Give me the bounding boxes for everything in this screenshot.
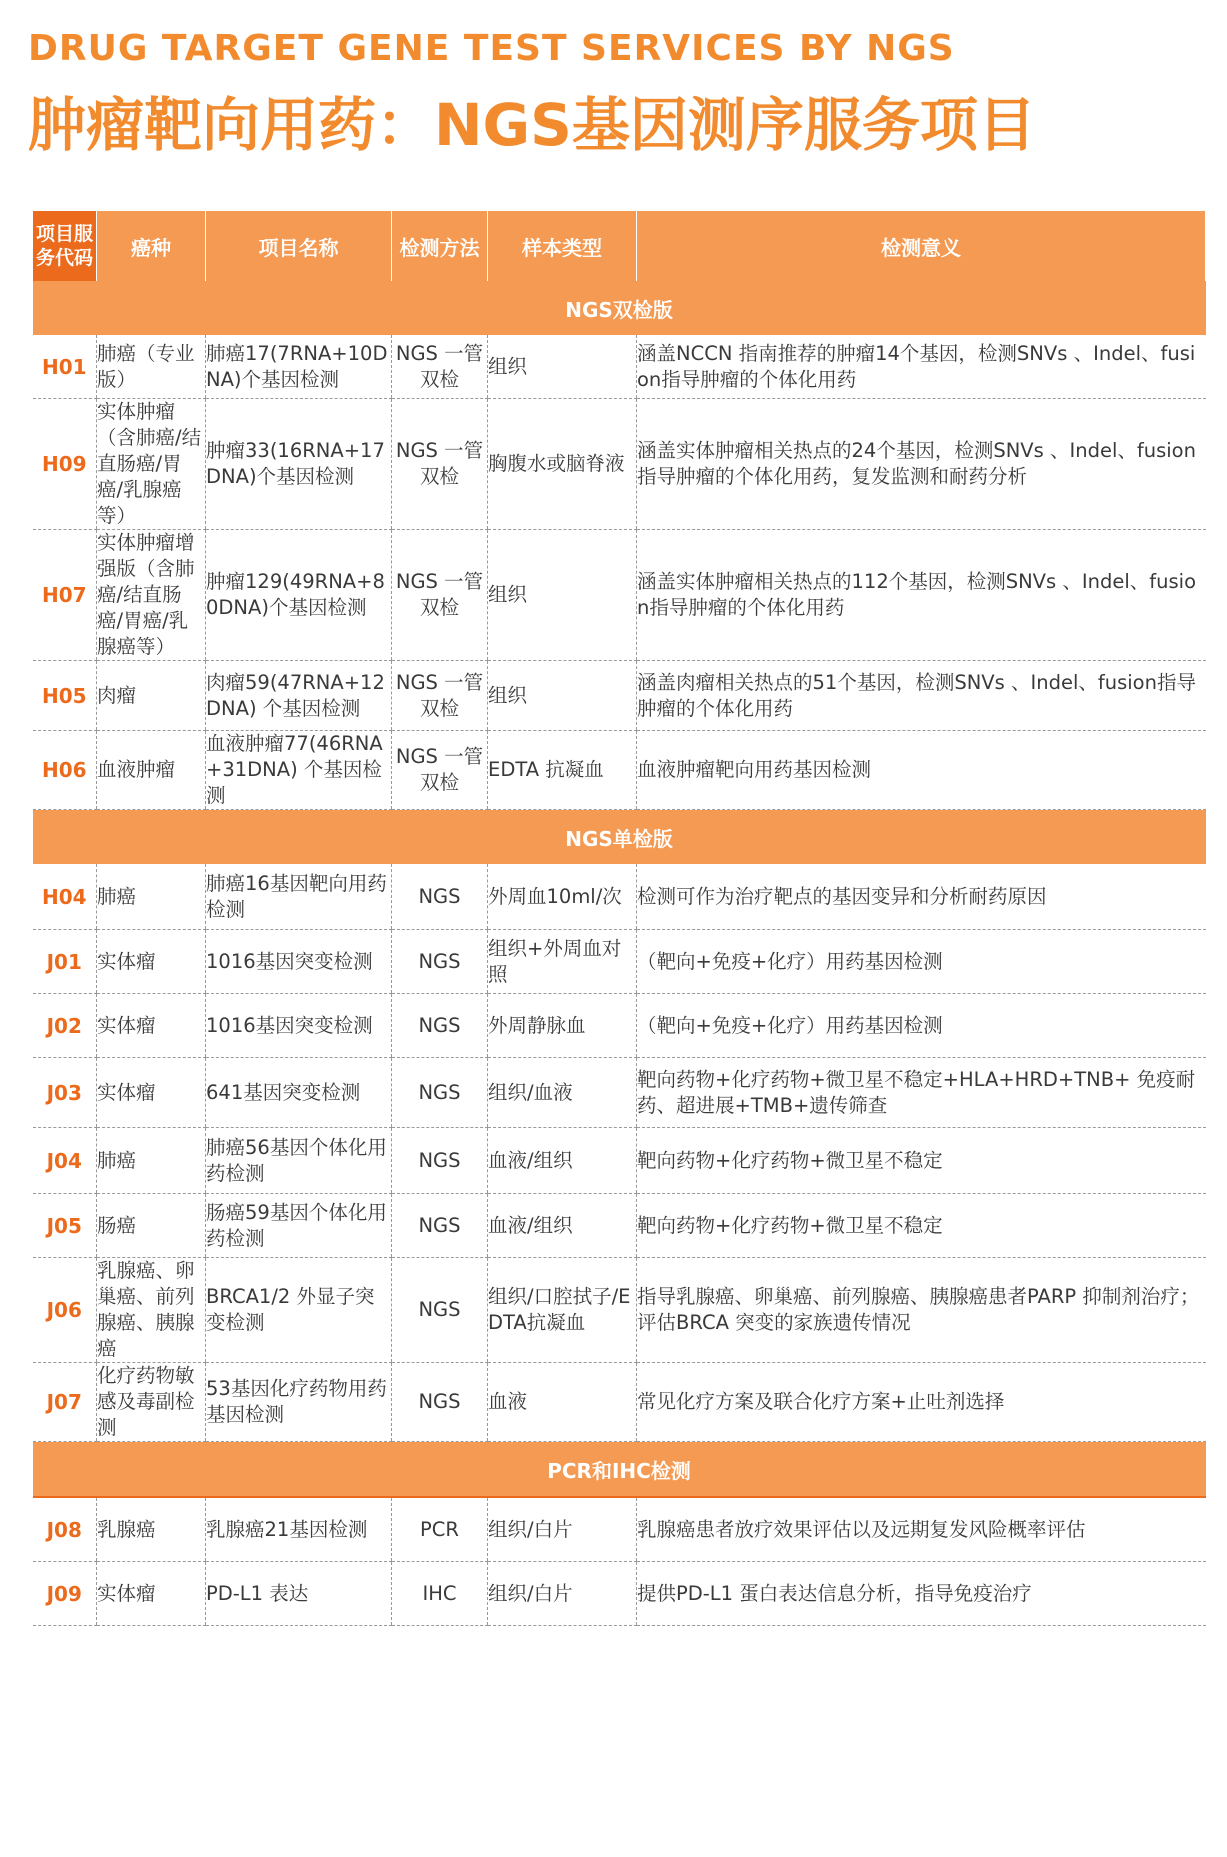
table-row [33,1497,1206,1562]
cell-cancer: 化疗药物敏感及毒副检测 [97,1363,206,1442]
cell-name: 乳腺癌21基因检测 [206,1497,392,1562]
table-row [33,661,1206,731]
cell-cancer: 实体瘤 [97,930,206,994]
cell-meaning: 涵盖NCCN 指南推荐的肿瘤14个基因，检测SNVs 、Indel、fusion指导肿瘤的个体化用药 [637,335,1206,399]
cell-method: NGS 一管双检 [392,661,488,731]
cell-sample: 组织/白片 [488,1562,637,1626]
cell-method: NGS 一管双检 [392,335,488,399]
cell-sample: 组织 [488,335,637,399]
cell-code: J04 [33,1128,97,1194]
cell-name: 肺癌56基因个体化用药检测 [206,1128,392,1194]
cell-name: 53基因化疗药物用药基因检测 [206,1363,392,1442]
cell-code: J02 [33,994,97,1058]
cell-cancer: 实体瘤 [97,994,206,1058]
table-row [33,1128,1206,1194]
cell-cancer: 肺癌 [97,864,206,930]
column-header-cancer: 癌种 [97,211,206,281]
table-row [33,1562,1206,1626]
table-row [33,1058,1206,1128]
cell-sample: 组织/口腔拭子/EDTA抗凝血 [488,1258,637,1363]
cell-meaning: 涵盖肉瘤相关热点的51个基因，检测SNVs 、Indel、fusion指导肿瘤的个体化用药 [637,661,1206,731]
cell-code: J08 [33,1497,97,1562]
cell-cancer: 血液肿瘤 [97,731,206,810]
cell-name: 肺癌16基因靶向用药检测 [206,864,392,930]
cell-meaning: （靶向+免疫+化疗）用药基因检测 [637,994,1206,1058]
cell-cancer: 乳腺癌 [97,1497,206,1562]
cell-code: J03 [33,1058,97,1128]
cell-method: NGS [392,1194,488,1258]
cell-cancer: 肺癌 [97,1128,206,1194]
cell-meaning: 检测可作为治疗靶点的基因变异和分析耐药原因 [637,864,1206,930]
cell-meaning: 靶向药物+化疗药物+微卫星不稳定 [637,1128,1206,1194]
cell-method: NGS 一管双检 [392,399,488,530]
table-row [33,994,1206,1058]
table-row [33,1258,1206,1363]
cell-method: NGS [392,864,488,930]
section-band [33,810,1206,865]
cell-name: 1016基因突变检测 [206,994,392,1058]
cell-name: 641基因突变检测 [206,1058,392,1128]
cell-method: NGS 一管双检 [392,530,488,661]
page-title-en: DRUG TARGET GENE TEST SERVICES BY NGS [28,28,955,69]
table-row [33,1363,1206,1442]
cell-code: H07 [33,530,97,661]
column-header-name: 项目名称 [206,211,392,281]
cell-method: PCR [392,1497,488,1562]
section-title: PCR和IHC检测 [33,1442,1206,1498]
cell-meaning: 涵盖实体肿瘤相关热点的24个基因，检测SNVs 、Indel、fusion指导肿瘤的个体化用药，复发监测和耐药分析 [637,399,1206,530]
cell-name: BRCA1/2 外显子突变检测 [206,1258,392,1363]
cell-sample: 组织+外周血对照 [488,930,637,994]
cell-name: 肿瘤129(49RNA+80DNA)个基因检测 [206,530,392,661]
cell-code: H04 [33,864,97,930]
cell-meaning: 靶向药物+化疗药物+微卫星不稳定+HLA+HRD+TNB+ 免疫耐药、超进展+TMB+遗传筛查 [637,1058,1206,1128]
cell-sample: 外周血10ml/次 [488,864,637,930]
cell-code: J09 [33,1562,97,1626]
cell-cancer: 实体肿瘤（含肺癌/结直肠癌/胃癌/乳腺癌等） [97,399,206,530]
cell-meaning: 指导乳腺癌、卵巢癌、前列腺癌、胰腺癌患者PARP 抑制剂治疗；评估BRCA 突变的家族遗传情况 [637,1258,1206,1363]
table-row [33,930,1206,994]
cell-code: J05 [33,1194,97,1258]
cell-meaning: 靶向药物+化疗药物+微卫星不稳定 [637,1194,1206,1258]
cell-code: J06 [33,1258,97,1363]
cell-name: 肠癌59基因个体化用药检测 [206,1194,392,1258]
cell-cancer: 肉瘤 [97,661,206,731]
cell-sample: 组织 [488,661,637,731]
cell-name: 1016基因突变检测 [206,930,392,994]
cell-sample: 血液 [488,1363,637,1442]
cell-method: NGS [392,1363,488,1442]
column-header-code: 项目服务代码 [33,211,97,281]
cell-method: NGS [392,930,488,994]
cell-method: NGS [392,1258,488,1363]
cell-cancer: 乳腺癌、卵巢癌、前列腺癌、胰腺癌 [97,1258,206,1363]
cell-cancer: 实体肿瘤增强版（含肺癌/结直肠癌/胃癌/乳腺癌等） [97,530,206,661]
cell-method: NGS [392,994,488,1058]
cell-code: H06 [33,731,97,810]
page-title-cn: 肿瘤靶向用药：NGS基因测序服务项目 [28,91,1036,159]
cell-sample: 血液/组织 [488,1128,637,1194]
cell-sample: EDTA 抗凝血 [488,731,637,810]
column-header-meaning: 检测意义 [637,211,1206,281]
cell-name: 肺癌17(7RNA+10DNA)个基因检测 [206,335,392,399]
table-row [33,1194,1206,1258]
cell-cancer: 肺癌（专业版） [97,335,206,399]
table-row [33,335,1206,399]
column-header-sample: 样本类型 [488,211,637,281]
cell-code: H09 [33,399,97,530]
table-row [33,864,1206,930]
table-header-row [33,211,1206,281]
cell-name: 肉瘤59(47RNA+12DNA) 个基因检测 [206,661,392,731]
cell-name: PD-L1 表达 [206,1562,392,1626]
section-title: NGS单检版 [33,810,1206,865]
cell-name: 肿瘤33(16RNA+17DNA)个基因检测 [206,399,392,530]
cell-meaning: （靶向+免疫+化疗）用药基因检测 [637,930,1206,994]
cell-code: H01 [33,335,97,399]
cell-sample: 组织 [488,530,637,661]
table-row [33,731,1206,810]
cell-meaning: 血液肿瘤靶向用药基因检测 [637,731,1206,810]
section-title: NGS双检版 [33,281,1206,335]
cell-name: 血液肿瘤77(46RNA+31DNA) 个基因检测 [206,731,392,810]
table-row [33,530,1206,661]
cell-code: J07 [33,1363,97,1442]
cell-sample: 外周静脉血 [488,994,637,1058]
cell-cancer: 肠癌 [97,1194,206,1258]
section-band [33,1442,1206,1498]
column-header-method: 检测方法 [392,211,488,281]
cell-method: NGS [392,1128,488,1194]
cell-sample: 胸腹水或脑脊液 [488,399,637,530]
cell-meaning: 涵盖实体肿瘤相关热点的112个基因，检测SNVs 、Indel、fusion指导肿瘤的个体化用药 [637,530,1206,661]
cell-sample: 组织/白片 [488,1497,637,1562]
cell-meaning: 乳腺癌患者放疗效果评估以及远期复发风险概率评估 [637,1497,1206,1562]
cell-sample: 血液/组织 [488,1194,637,1258]
cell-method: NGS [392,1058,488,1128]
cell-sample: 组织/血液 [488,1058,637,1128]
cell-cancer: 实体瘤 [97,1058,206,1128]
cell-method: IHC [392,1562,488,1626]
table-row [33,399,1206,530]
services-table [32,211,1206,1626]
cell-code: J01 [33,930,97,994]
cell-meaning: 提供PD-L1 蛋白表达信息分析，指导免疫治疗 [637,1562,1206,1626]
cell-method: NGS 一管双检 [392,731,488,810]
cell-meaning: 常见化疗方案及联合化疗方案+止吐剂选择 [637,1363,1206,1442]
cell-cancer: 实体瘤 [97,1562,206,1626]
section-band [33,281,1206,335]
cell-code: H05 [33,661,97,731]
